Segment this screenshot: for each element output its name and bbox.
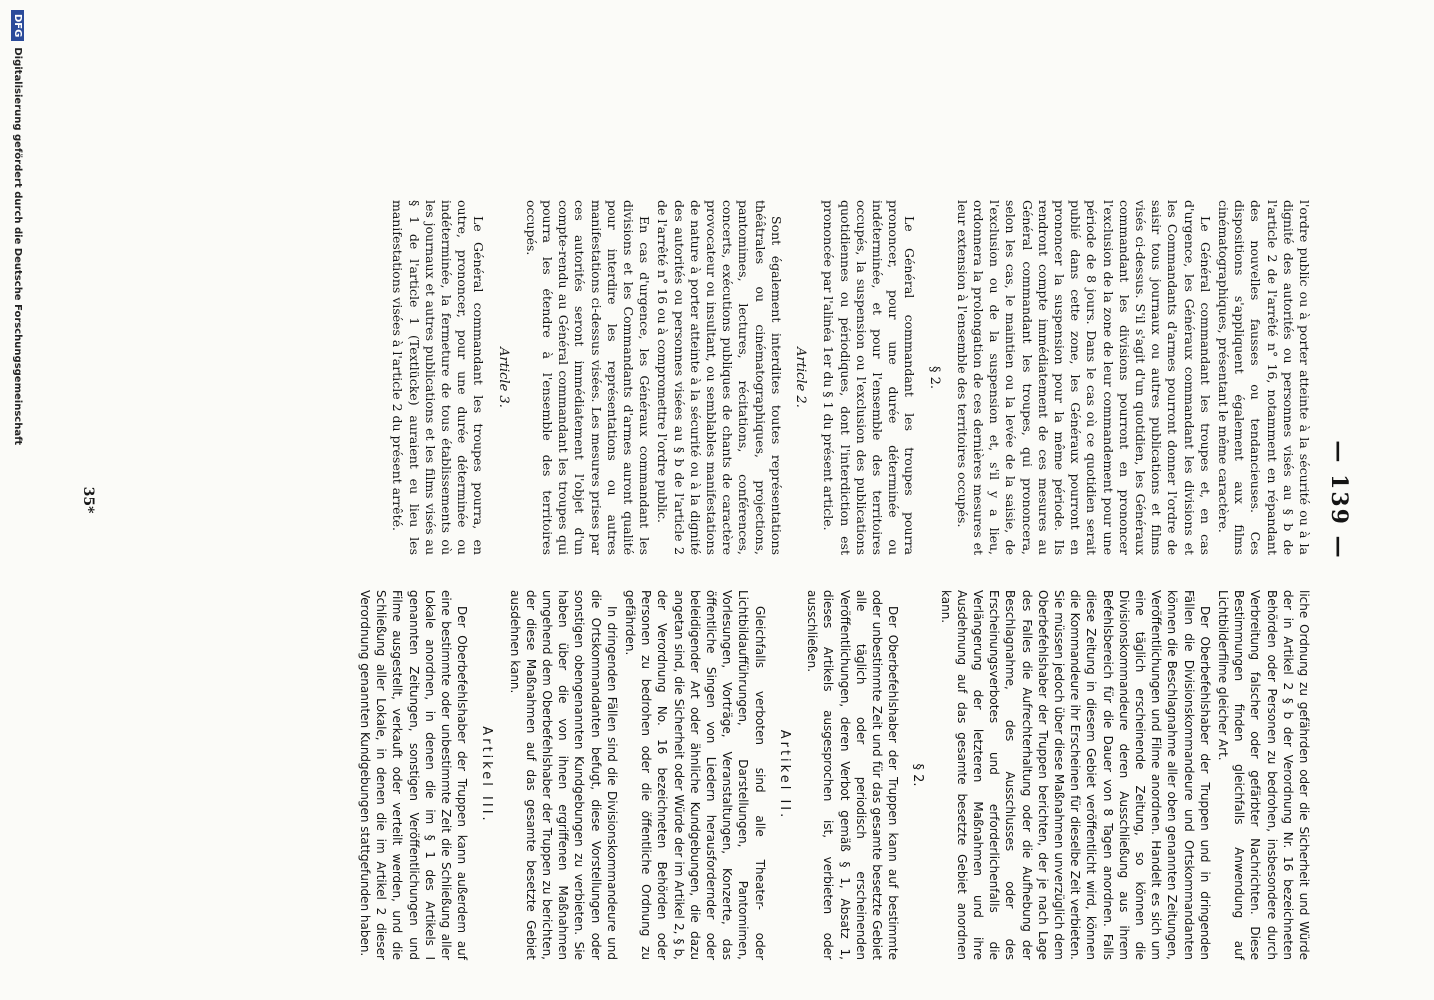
de-paragraph-6: Der Oberbefehlshaber der Truppen kann außerdem auf eine bestimmte oder unbestimmte Zeit die Schließung aller Lokale anordnen, in denen die im § 1 des Artikels I genannten Zeitungen, sonstigen Veröffentlichungen und Filme ausgestellt, verkauft oder verteilt werden, und die Schließung aller Lokale, in denen die im Artikel 2 dieser Verordnung genannten Kundgebungen stattgefunden haben. bbox=[358, 590, 470, 960]
fr-paragraph-6: Le Général commandant les troupes pourra, en outre, prononcer, pour une durée déterminée ou indéterminée, la fermeture de tous établissements où les journaux et autres publications et les films visés au § 1 de l'article 1 (Textlücke) auraient eu lieu les manifestations visées à l'article 2 du présent arrêté. bbox=[390, 200, 487, 555]
page-number: — 139 — bbox=[1326, 440, 1352, 560]
de-section-2-heading: § 2. bbox=[910, 763, 926, 787]
de-paragraph-1: liche Ordnung zu gefährden oder die Sicherheit und Würde der in Artikel 2 § b der Verordnung Nr. 16 bezeichneten Behörden oder Personen zu bedrohen, insbesondere durch Verbreitung falscher oder gefärbter Nachrichten. Diese Bestimmungen finden gleichfalls Anwendung auf Lichtbilderfilme gleicher Art. bbox=[1215, 590, 1311, 960]
de-paragraph-4: Gleichfalls verboten sind alle Theater- oder Lichtbildaufführungen, Darstellungen, Pantomimen, Vorlesungen, Vorträge, Veranstaltungen, Konzerte, das öffentliche Singen von Liedern herausfordernder oder beleidigender Art oder ähnliche Kundgebungen, die dazu angetan sind, die Sicherheit oder Würde der im Artikel 2, § b, der Verordnung No. 16 bezeichneten Behörden oder Personen zu bedrohen oder die öffentliche Ordnung zu gefährden. bbox=[623, 590, 767, 960]
fr-paragraph-2: Le Général commandant les troupes et, en cas d'urgence, les Généraux commandant les divisions et les Commandants d'armes pourront donner l'ordre de saisir tous journaux ou autres publications et films visés ci-dessus. S'il s'agit d'un quotidien, les Généraux commandant les divisions pourront en prononcer l'exclusion de la zone de leur commandement pour une période de 8 jours. Dans le cas où ce quotidien serait publié dans cette zone, les Généraux pourront en prononcer la suspension pour la même période. Ils rendront compte immédiatement de ces mesures au Général commandant les troupes, qui prononcera, selon les cas, le maintien ou la levée de la saisie, de l'exclusion ou de la suspension et, s'il y a lieu, ordonnera la prolongation de ces dernières mesures et leur extension à l'ensemble des territoires occupés. bbox=[954, 200, 1213, 555]
digitization-note: Digitalisierung gefördert durch die Deutsche Forschungsgemeinschaft bbox=[12, 47, 23, 446]
dfg-logo: DFG bbox=[11, 10, 24, 41]
digitization-credit bbox=[11, 10, 24, 1000]
german-column bbox=[355, 590, 1312, 960]
fr-paragraph-4: Sont également interdites toutes représentations théâtrales ou cinématographiques, projections, pantomimes, lectures, récitations, conférences, concerts, exécutions publiques de chants de caractère provocateur ou insultant, ou semblables manifestations de nature à porter atteinte à la sécurité ou à la dignité des autorités ou personnes visées au § b de l'article 2 de l'arrêté n° 16 ou à compromettre l'ordre public. bbox=[655, 200, 784, 555]
de-paragraph-3: Der Oberbefehlshaber der Truppen kann auf bestimmte oder unbestimmte Zeit und für das gesamte besetzte Gebiet alle täglich oder periodisch erscheinenden Veröffentlichungen, deren Verbot gemäß § 1, Absatz 1, dieses Artikels ausgesprochen ist, verbieten oder ausschließen. bbox=[805, 590, 901, 960]
de-article-3-heading: Artikel III. bbox=[479, 726, 495, 824]
fr-article-2-heading: Article 2. bbox=[793, 347, 809, 408]
fr-paragraph-1: l'ordre public ou à porter atteinte à la sécurité ou à la dignité des autorités ou personnes visés au § b de l'article 2 de l'arrêté n° 16, notamment en répandant des nouvelles fausses ou tendancieuses. Ces dispositions s'appliquent également aux films cinématographiques, présentant le même caractère. bbox=[1215, 200, 1312, 555]
fr-section-2-heading: § 2. bbox=[926, 365, 942, 390]
de-article-2-heading: Artikel II. bbox=[776, 729, 792, 821]
french-column bbox=[387, 200, 1312, 555]
de-paragraph-5: In dringenden Fällen sind die Divisionskommandeure und die Ortskommandanten befugt, diese Vorstellungen oder sonstigen obengenannten Kundgebungen zu verbieten. Sie haben über die von ihnen ergriffenen Maßnahmen umgehend dem Oberbefehlshaber der Truppen zu berichten, der diese Maßnahmen auf das gesamte besetzte Gebiet ausdehnen kann. bbox=[507, 590, 619, 960]
de-paragraph-2: Der Oberbefehlshaber der Truppen und in dringenden Fällen die Divisionskommandeure und Ortskommandanten können die Beschlagnahme aller oben genannten Zeitungen, Veröffentlichungen und Filme anordnen. Handelt es sich um eine täglich erscheinende Zeitung, so können die Divisionskommandeure deren Ausschließung aus ihrem Befehlsbereich für die Dauer von 8 Tagen anordnen. Falls diese Zeitung in diesem Gebiet veröffentlicht wird, können die Kommandeure ihr Erscheinen für dieselbe Zeit verbieten. Sie müssen jedoch über diese Maßnahmen unverzüglich dem Oberbefehlshaber der Truppen berichten, der je nach Lage des Falles die Aufrechterhaltung oder die Aufhebung der Beschlagnahme, des Ausschlusses oder des Erscheinungsverbotes und erforderlichenfalls die Verlängerung der letzteren Maßnahmen und ihre Ausdehnung auf das gesamte besetzte Gebiet anordnen kann. bbox=[938, 590, 1212, 960]
fr-article-3-heading: Article 3. bbox=[495, 347, 511, 408]
fr-paragraph-3: Le Général commandant les troupes pourra prononcer, pour une durée déterminée ou indéterminée, et pour l'ensemble des territoires occupés, la suspension ou l'exclusion des publications quotidiennes ou périodiques, dont l'interdiction est prononcée par l'alinéa 1er du § 1 du présent article. bbox=[821, 200, 918, 555]
footer-mark: 35* bbox=[80, 486, 96, 514]
fr-paragraph-5: En cas d'urgence, les Généraux commandant les divisions et les Commandants d'armes auront qualité pour interdire les représentations ou autres manifestations ci-dessus visées. Les mesures prises par ces autorités seront immédiatement l'objet d'un compte-rendu au Général commandant les troupes qui pourra les étendre à l'ensemble des territoires occupés. bbox=[523, 200, 653, 555]
